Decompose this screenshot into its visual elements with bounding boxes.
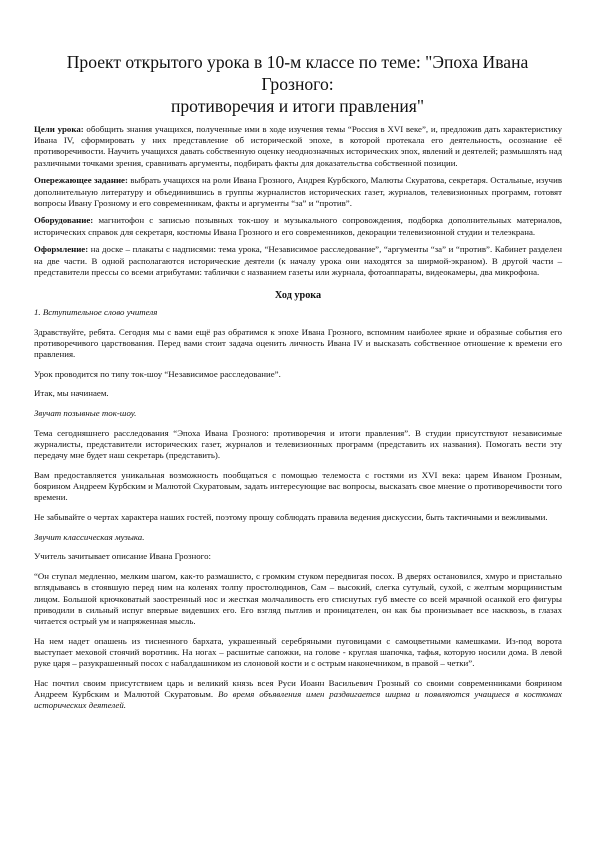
- goals-paragraph: [34, 124, 562, 169]
- document-body: [34, 124, 562, 711]
- format-paragraph: Урок проводится по типу ток-шоу “Независимое расследование”.: [34, 368, 281, 379]
- page-title: [30, 51, 565, 117]
- design-paragraph: [34, 244, 562, 278]
- description-quote-2: На нем надет опашень из тисненного бархата, украшенный серебряными пуговицами с самоцветными камешками. Из-под ворота выступает меховой стоячий воротник. На ногах – расшитые сапожки, на голове - круглая шапочка, тафья, которую носили дома. В левой руке царя – разукрашенный посох с набалдашником из слоновой кости и с острым наконечником, в правой – четки”.: [34, 635, 562, 669]
- topic-paragraph: Тема сегодняшнего расследования “Эпоха Ивана Грозного: противоречия и итоги правления”. В студии присутствуют независимые журналисты, представители исторических газет, журналов и телевизионных программ (представить их названия). Помогать вести эту передачу мне будет наш секретарь (представить).: [34, 427, 562, 461]
- goals-label: Цели урока:: [34, 124, 84, 134]
- equipment-label: Оборудование:: [34, 215, 94, 226]
- guests-text: Нас почтил своим присутствием царь и великий князь всея Руси Иоанн Васильевич Грозный со своими современниками боярином Андреем Курбским и Малютой Скуратовым.: [34, 677, 562, 700]
- goals-text: обобщить знания учащихся, полученные ими в ходе изучения темы “Россия в XVI веке”, и, предложив дать характеристику Ивана IV, сформировать у них представление об исторической эпохе, в которой протекала его деятельность, осознание её противоречивости. Научить учащихся давать собственную оценку неоднозначных исторических эпох, явлений и деятелей; размышлять над различными точками зрения, сравнивать аргументы, подбирать факты для доказательства собственной позиции.: [34, 124, 562, 168]
- advance-task-paragraph: [34, 175, 562, 209]
- design-label: Оформление:: [34, 244, 89, 255]
- teacher-reads-paragraph: Учитель зачитывает описание Ивана Грозного:: [34, 551, 211, 562]
- title-line-2: противоречия и итоги правления": [170, 96, 425, 116]
- description-quote-1: “Он ступал медленно, мелким шагом, как-то размашисто, с громким стуком передвигая посох. В дверях остановился, хмуро и пристально вглядываясь в стоявшую перед ним на коленях толпу простолюдинов, Сам – высокий, слегка сутулый, сухой, с желтым морщинистым лицом. Большой крючковатый заостренный нос и жесткая молчаливость его стиснутых губ вместе со всей мрачной осанкой его фигуры приводили в сильный испуг впервые видевших его. Его взгляд пытлив и проницателен, он как бы пронизывает все насквозь, в глазах читается острый ум и напряженная мысль.: [34, 571, 562, 626]
- rules-paragraph: Не забывайте о чертах характера наших гостей, поэтому прошу соблюдать правила ведения дискуссии, быть тактичными и вежливыми.: [34, 512, 548, 523]
- advance-task-label: Опережающее задание:: [34, 175, 128, 186]
- stage-direction-music: Звучит классическая музыка.: [34, 531, 145, 542]
- intro-paragraph: Здравствуйте, ребята. Сегодня мы с вами ещё раз обратимся к эпохе Ивана Грозного, вспомним наиболее яркие и образные события его противоречивого царствования. Перед вами стоит задача оценить личность Ивана IV и высказать собственное отношение к времени его правления.: [34, 326, 562, 360]
- design-text: на доске – плакаты с надписями: тема урока, “Независимое расследование”, “аргументы “за” и “против”. Кабинет разделен на две части. В одной располагаются исторические деятели (к началу урока они находятся за ширмой-экраном). В другой части – представители прессы со всеми атрибутами: таблички с названием газеты или журнала, фотоаппараты, видеокамеры, два микрофона.: [34, 244, 562, 277]
- equipment-paragraph: [34, 215, 562, 237]
- stage-direction-callsigns: Звучат позывные ток-шоу.: [34, 408, 137, 419]
- advance-task-text: выбрать учащихся на роли Ивана Грозного, Андрея Курбского, Малюты Скуратова, секретаря. Остальные, изучив дополнительную литературу и объединившись в группы журналистов исторических газет, журналов, телевизионных программ, готовят вопросы Ивану Грозному и его современникам, факты и аргументы “за” и “против”.: [34, 175, 562, 208]
- guests-paragraph: [34, 678, 562, 712]
- equipment-text: магнитофон с записью позывных ток-шоу и музыкального сопровождения, подборка дополнительных материалов, исторических справок для секретаря, костюмы Ивана Грозного и его современников, декорации телевизионной студии и телеэкрана.: [34, 215, 562, 237]
- lesson-heading: Ход урока: [274, 289, 322, 301]
- section-1-heading: 1. Вступительное слово учителя: [34, 306, 158, 317]
- telebridge-paragraph: Вам предоставляется уникальная возможность пообщаться с помощью телемоста с гостями из XVI века: царем Иваном Грозным, боярином Андреем Курбским и Малютой Скуратовым, задать интересующие вас вопросы, высказать свое мнение о противоречивости того времени.: [34, 469, 562, 503]
- start-paragraph: Итак, мы начинаем.: [34, 388, 109, 399]
- title-line-1: Проект открытого урока в 10-м классе по теме: "Эпоха Ивана Грозного:: [66, 52, 529, 94]
- guests-stage-direction: Во время объявления имен раздвигается ширма и появляются учащиеся в костюмах исторических деятелей.: [34, 689, 562, 711]
